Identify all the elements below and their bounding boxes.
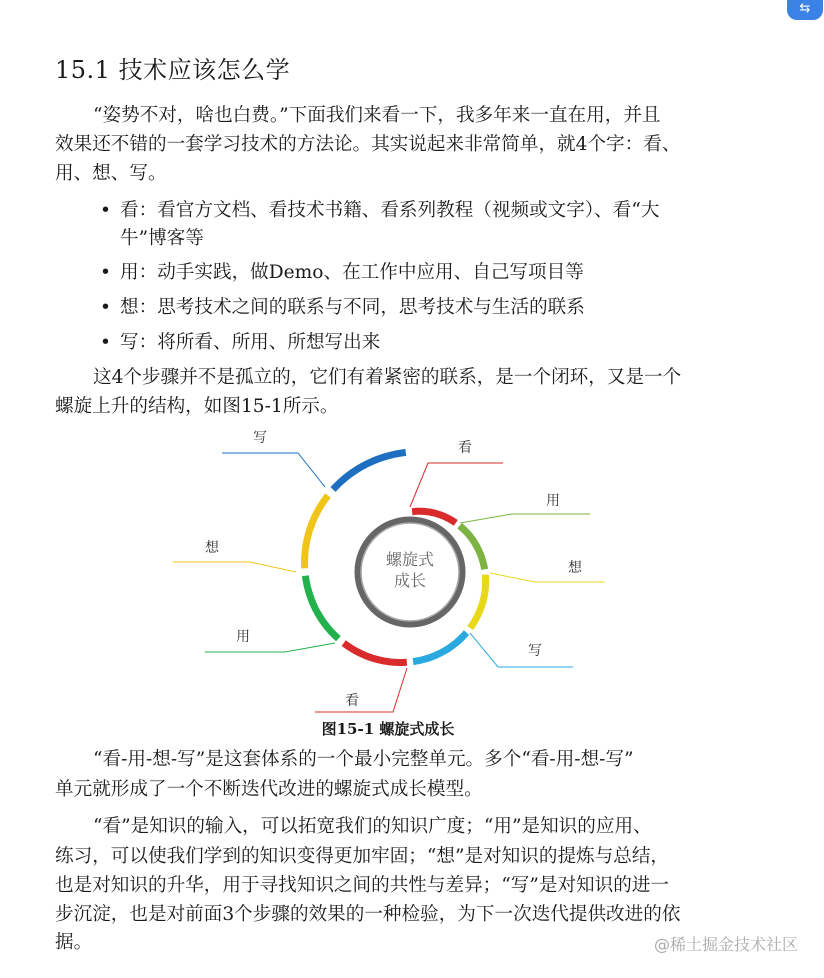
spiral-segment-8 xyxy=(333,452,406,489)
step-label-3: 想 xyxy=(568,560,582,576)
spiral-segment-3 xyxy=(470,575,486,628)
step-label-7: 想 xyxy=(205,540,219,556)
para2-line: 螺旋上升的结构，如图15-1所示。 xyxy=(55,396,339,417)
leader-line-4 xyxy=(470,633,573,667)
watermark: @稀土掘金技术社区 xyxy=(653,935,798,954)
spiral-segment-4 xyxy=(413,633,466,662)
step-label-1: 看 xyxy=(458,440,472,456)
bullet-item-see xyxy=(100,199,659,223)
leader-line-5 xyxy=(315,668,407,712)
step-label-6: 用 xyxy=(236,629,250,645)
leader-line-8 xyxy=(222,453,325,487)
bullet-marker: • xyxy=(100,200,111,221)
step-label-4: 写 xyxy=(528,643,542,659)
bullet-text: 写：将所看、所用、所想写出来 xyxy=(120,332,381,353)
para4-line: 步沉淀，也是对前面3个步骤的效果的一种检验，为下一次迭代提供改进的依 xyxy=(55,904,681,925)
leader-line-7 xyxy=(173,562,296,572)
leader-line-1 xyxy=(410,463,503,507)
para3-line: 单元就形成了一个不断迭代改进的螺旋式成长模型。 xyxy=(55,779,483,800)
spiral-growth-diagram xyxy=(165,425,605,717)
para4-line: 也是对知识的升华，用于寻找知识之间的共性与差异；“写”是对知识的进一 xyxy=(55,875,670,896)
para4-line: 练习，可以使我们学到的知识变得更加牢固；“想”是对知识的提炼与总结， xyxy=(55,846,670,867)
bullet-item-write xyxy=(100,331,380,355)
bullet-marker: • xyxy=(100,297,111,318)
step-label-2: 用 xyxy=(546,493,560,509)
center-label-line1: 螺旋式 xyxy=(385,550,435,569)
spiral-segment-5 xyxy=(344,643,407,662)
para1-line: 用、想、写。 xyxy=(55,163,167,184)
para1-line: “姿势不对，啥也白费。”下面我们来看一下，我多年来一直在用，并且 xyxy=(93,105,661,126)
figure-caption: 图15-1 螺旋式成长 xyxy=(321,720,455,738)
leader-line-2 xyxy=(460,514,590,523)
spiral-segment-6 xyxy=(305,576,338,639)
para1-line: 效果还不错的一套学习技术的方法论。其实说起来非常简单，就4个字：看、 xyxy=(55,134,681,155)
bullet-item-use xyxy=(100,261,584,285)
bullet-marker: • xyxy=(100,332,111,353)
bullet-marker: • xyxy=(100,262,111,283)
spiral-segment-7 xyxy=(305,496,328,569)
bullet-text: 想：思考技术之间的联系与不同，思考技术与生活的联系 xyxy=(120,297,585,318)
para2-line: 这4个步骤并不是孤立的，它们有着紧密的联系，是一个闭环，又是一个 xyxy=(93,367,682,388)
para3-line: “看-用-想-写”是这套体系的一个最小完整单元。多个“看-用-想-写” xyxy=(93,749,634,770)
step-label-5: 看 xyxy=(345,693,359,709)
step-label-8: 写 xyxy=(253,430,267,446)
center-label-line2: 成长 xyxy=(393,571,427,590)
bullet-item-think xyxy=(100,296,585,320)
bullet-text: 看：看官方文档、看技术书籍、看系列教程（视频或文字）、看“大 xyxy=(120,200,660,221)
leader-line-3 xyxy=(490,573,605,582)
translate-bookmark-icon[interactable]: ⇆ xyxy=(787,0,823,20)
para4-line: “看”是知识的输入，可以拓宽我们的知识广度；“用”是知识的应用、 xyxy=(93,816,652,837)
leader-line-6 xyxy=(205,643,335,652)
section-title: 15.1 技术应该怎么学 xyxy=(55,56,291,84)
bullet-text: 用：动手实践，做Demo、在工作中应用、自己写项目等 xyxy=(120,262,584,283)
bullet-continuation: 牛”博客等 xyxy=(120,228,204,249)
para4-line: 据。 xyxy=(55,932,93,953)
